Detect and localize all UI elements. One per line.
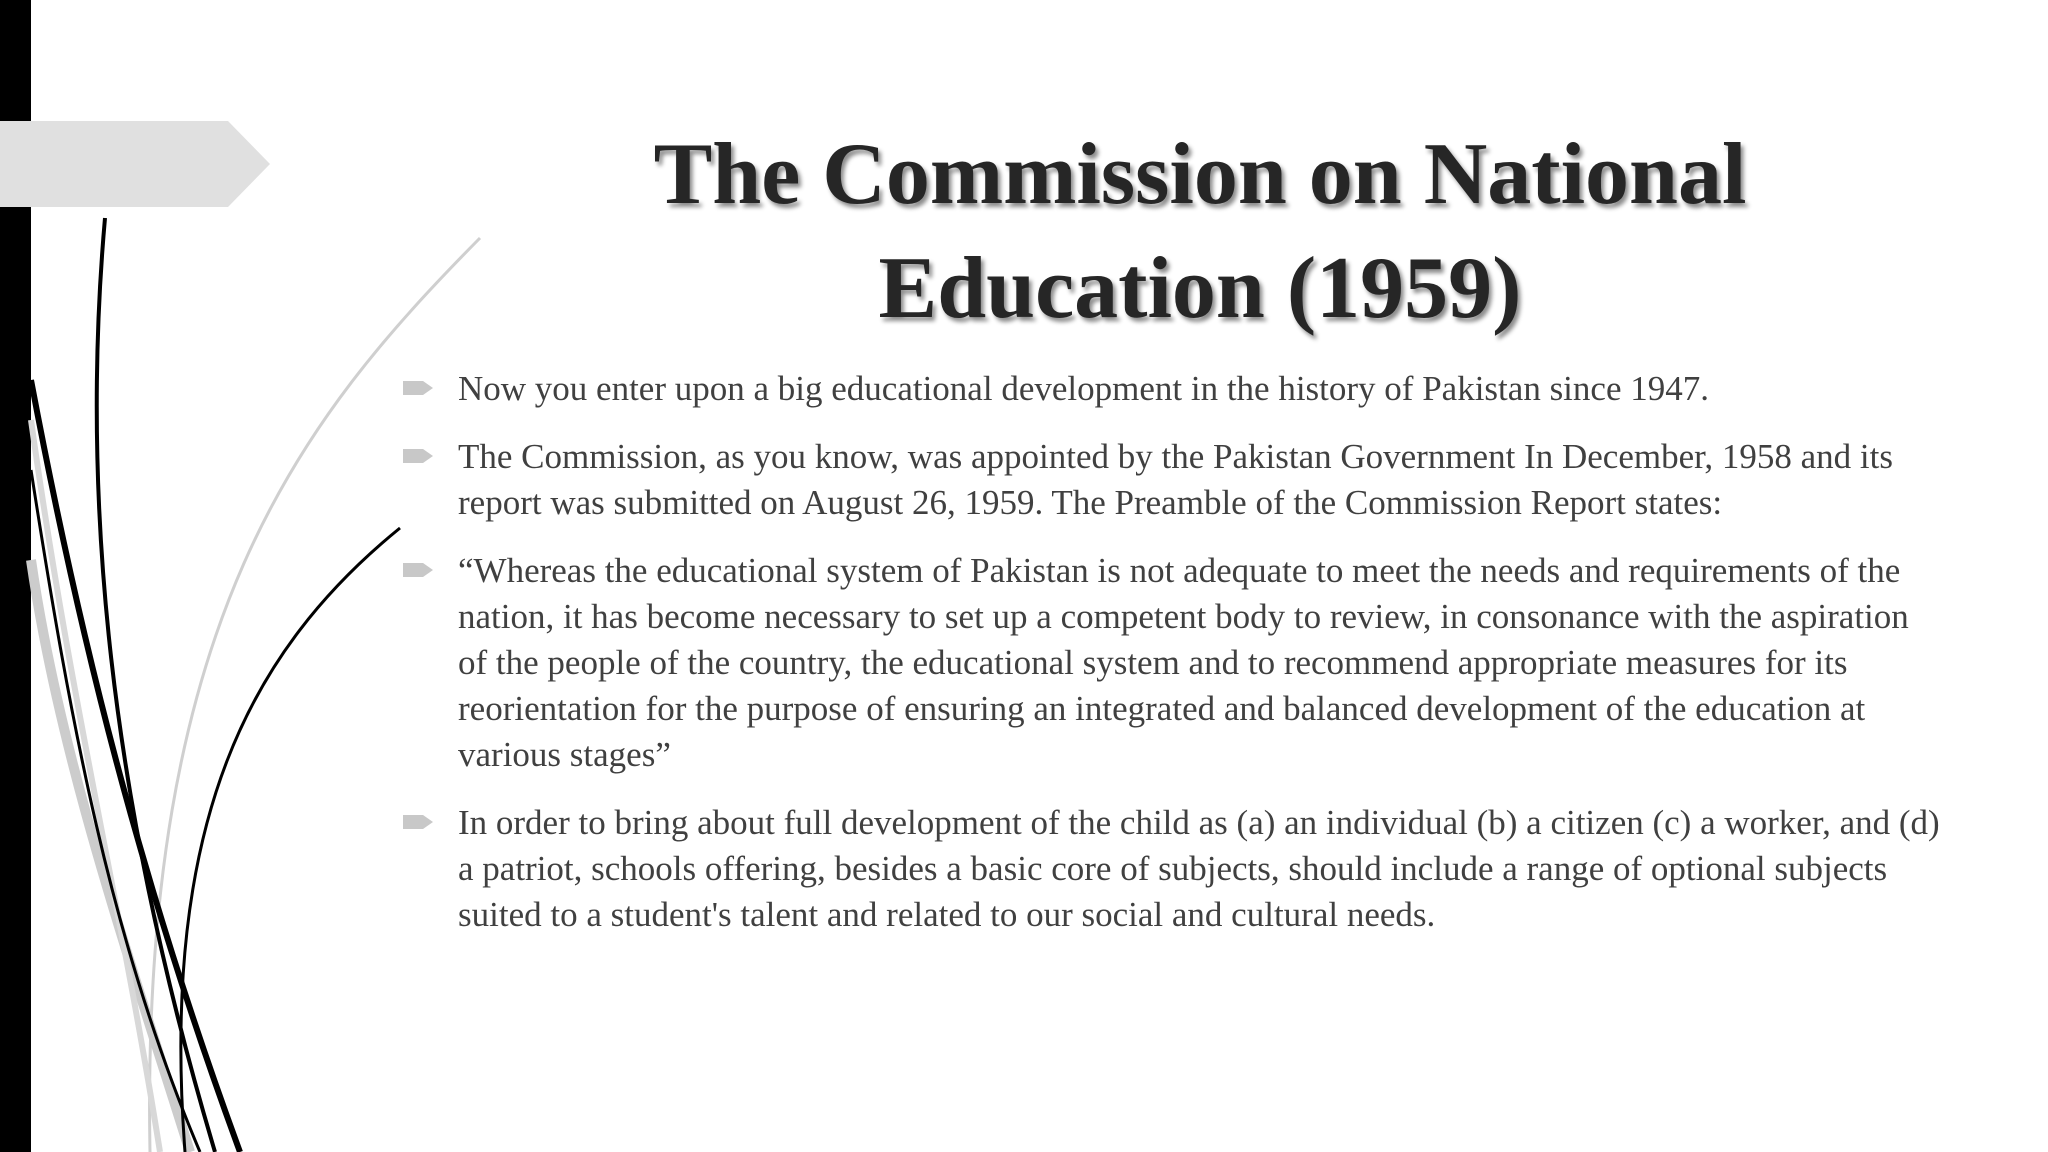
bullet-list xyxy=(400,366,1940,960)
title-arrow-tab xyxy=(0,121,270,207)
bullet-text-2: The Commission, as you know, was appointed by the Pakistan Government In December, 1958 and its report was submitted on August 26, 1959. The Preamble of the Commission Report states: xyxy=(458,437,1893,522)
slide-title xyxy=(480,118,1920,346)
bullet-text-1: Now you enter upon a big educational development in the history of Pakistan since 1947. xyxy=(458,369,1709,408)
bullet-item-1 xyxy=(400,366,1940,412)
pencil-bullet-icon xyxy=(403,379,433,397)
title-line-1: The Commission on National xyxy=(653,126,1747,223)
swoosh-dark-1 xyxy=(97,218,215,1152)
bullet-item-4 xyxy=(400,800,1940,938)
bullet-text-4: In order to bring about full development of the child as (a) an individual (b) a citizen (c) a worker, and (d) a patriot, schools offering, besides a basic core of subjects, should include a range of optional subjects suited to a student's talent and related to our social and cultural needs. xyxy=(458,803,1940,934)
bullet-text-3: “Whereas the educational system of Pakistan is not adequate to meet the needs and requirements of the nation, it has become necessary to set up a competent body to review, in consonance with the aspiration of the people of the country, the educational system and to recommend appropriate measures for its reorientation for the purpose of ensuring an integrated and balanced development of the education at various stages” xyxy=(458,551,1909,774)
swoosh-dark-3 xyxy=(181,528,400,1152)
bullet-item-3 xyxy=(400,548,1940,778)
bullet-item-2 xyxy=(400,434,1940,526)
pencil-bullet-icon xyxy=(403,561,433,579)
swoosh-light-3 xyxy=(31,420,160,1152)
pencil-bullet-icon xyxy=(403,813,433,831)
title-line-2: Education (1959) xyxy=(878,240,1522,337)
pencil-bullet-icon xyxy=(403,447,433,465)
swoosh-dark-2 xyxy=(31,380,240,1152)
